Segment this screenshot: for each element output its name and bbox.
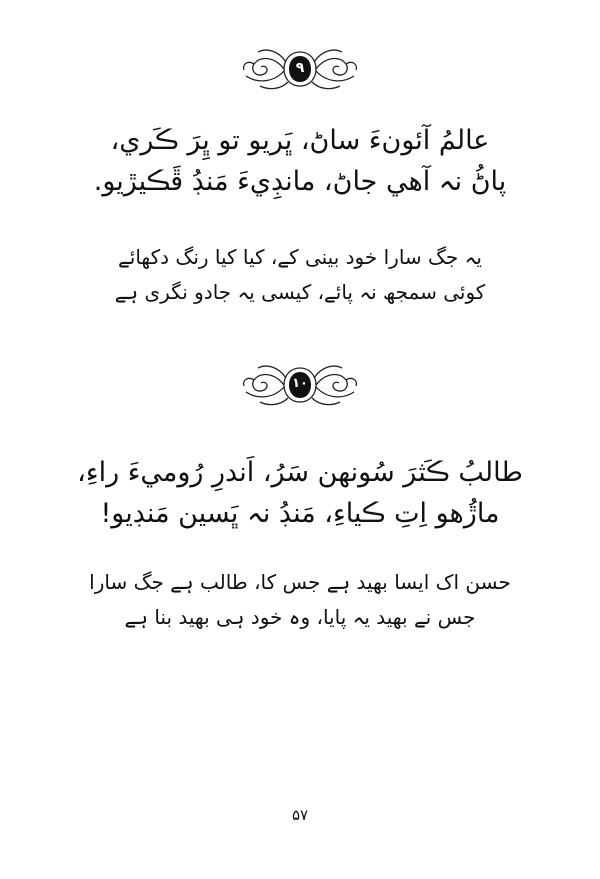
verse-number: ۱۰ [292, 376, 308, 391]
verse-number: ۹ [295, 60, 305, 76]
page-number: ۵۷ [291, 806, 309, 824]
urdu-translation-line: جس نے بھید یہ پایا، وہ خود ہی بھید بنا ہے [124, 605, 476, 629]
urdu-translation-line: حسن اک ایسا بھید ہے جس کا، طالب ہے جگ سارا [89, 570, 511, 594]
sindhi-verse-line: پاڻُ نہ آهي جاڻ، مانڊِيءَ مَنڊُ ڦَڪيڙيو. [93, 166, 507, 197]
verse-ornament [238, 46, 362, 92]
sindhi-verse-line: ماڙُهو اِتِ ڪياءِ، مَنڊُ نہ ڀَسين مَنڊيو! [100, 498, 500, 529]
urdu-translation-line: یہ جگ سارا خود بینی کے، کیا کیا رنگ دکھائے [118, 245, 482, 269]
sindhi-verse-line: عالمُ آئونءَ ساڻ، ڀَريو تو ڀِرَ ڪَري، [110, 125, 490, 156]
urdu-translation-line: کوئی سمجھ نہ پائے، کیسی یہ جادو نگری ہے [114, 280, 486, 304]
urdu-translation [0, 565, 600, 635]
sindhi-verse-line: طالبُ ڪَثرَ سُونهن سَرُ، اَندرِ رُوميءَ راءِ، [77, 457, 523, 488]
verse-ornament [238, 362, 362, 408]
sindhi-verse [0, 452, 600, 534]
sindhi-verse [0, 120, 600, 202]
urdu-translation [0, 240, 600, 310]
